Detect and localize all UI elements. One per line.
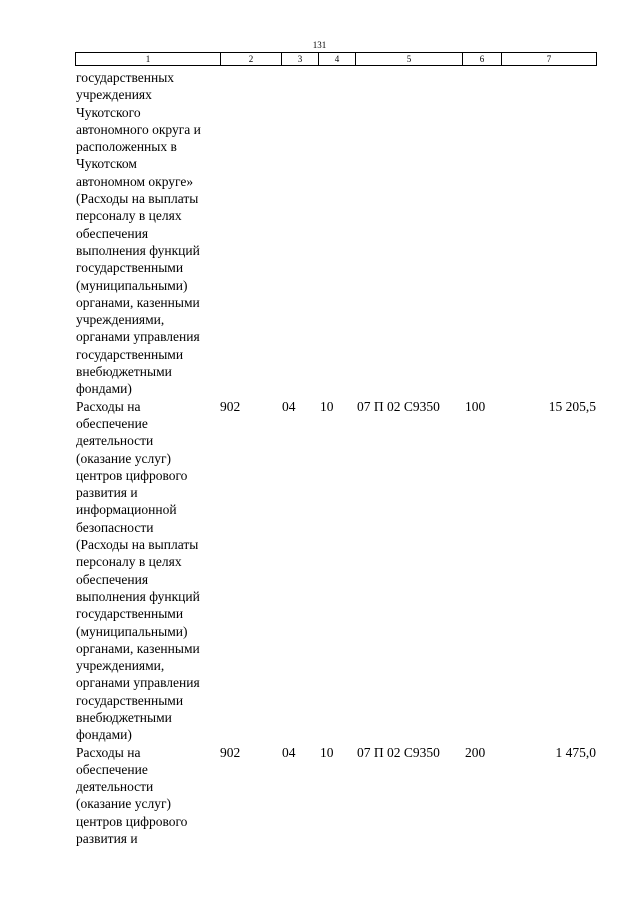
expense-type-code: 100 xyxy=(465,398,486,414)
description-line: учреждениях xyxy=(76,87,152,103)
column-header-2: 2 xyxy=(221,53,282,66)
description-line: учреждениями, xyxy=(76,312,165,328)
ministry-code: 902 xyxy=(220,398,241,414)
column-header-7: 7 xyxy=(502,53,597,66)
column-header-4: 4 xyxy=(319,53,356,66)
description-line: обеспечения xyxy=(76,225,149,241)
table-row xyxy=(0,744,639,848)
description-line: информационной xyxy=(76,502,177,518)
description-line: автономном округе» xyxy=(76,173,194,189)
description-line: органами, казенными xyxy=(76,640,200,656)
description-line: обеспечения xyxy=(76,571,149,587)
description-line: персоналу в целях xyxy=(76,208,182,224)
header-row xyxy=(76,53,597,66)
description-line: (Расходы на выплаты xyxy=(76,191,199,207)
column-header-6: 6 xyxy=(463,53,502,66)
description-line: государственными xyxy=(76,692,184,708)
description-line: органами управления xyxy=(76,329,200,345)
column-header-1: 1 xyxy=(76,53,221,66)
description-line: центров цифрового xyxy=(76,467,188,483)
description-line: обеспечение xyxy=(76,761,148,777)
description-line: внебюджетными xyxy=(76,709,172,725)
row-description xyxy=(76,398,224,744)
row-description xyxy=(76,69,224,398)
description-line: внебюджетными xyxy=(76,364,172,380)
description-line: учреждениями, xyxy=(76,658,165,674)
section-code: 04 xyxy=(282,398,296,414)
description-line: (муниципальными) xyxy=(76,277,188,293)
description-line: развития и xyxy=(76,485,138,501)
description-line: автономного округа и xyxy=(76,121,201,137)
description-line: центров цифрового xyxy=(76,813,188,829)
description-line: выполнения функций xyxy=(76,588,200,604)
row-description xyxy=(76,744,224,848)
description-line: фондами) xyxy=(76,727,132,743)
table-body xyxy=(0,69,639,847)
page-number: 131 xyxy=(312,40,327,50)
expense-type-code: 200 xyxy=(465,744,486,760)
target-article-code: 07 П 02 С9350 xyxy=(357,398,440,414)
description-line: Чукотском xyxy=(76,156,137,172)
description-line: (оказание услуг) xyxy=(76,796,171,812)
description-line: государственными xyxy=(76,260,184,276)
table-row xyxy=(0,69,639,398)
description-line: органами, казенными xyxy=(76,294,200,310)
column-header-5: 5 xyxy=(356,53,463,66)
description-line: (Расходы на выплаты xyxy=(76,537,199,553)
description-line: государственными xyxy=(76,346,184,362)
description-line: деятельности xyxy=(76,433,154,449)
description-line: фондами) xyxy=(76,381,132,397)
subsection-code: 10 xyxy=(320,398,334,414)
description-line: развития и xyxy=(76,831,138,847)
description-line: Расходы на xyxy=(76,398,141,414)
target-article-code: 07 П 02 С9350 xyxy=(357,744,440,760)
amount-value: 1 475,0 xyxy=(555,744,596,760)
description-line: Расходы на xyxy=(76,744,141,760)
section-code: 04 xyxy=(282,744,296,760)
column-number-header xyxy=(75,52,597,66)
description-line: выполнения функций xyxy=(76,242,200,258)
column-header-3: 3 xyxy=(282,53,319,66)
subsection-code: 10 xyxy=(320,744,334,760)
description-line: государственными xyxy=(76,606,184,622)
ministry-code: 902 xyxy=(220,744,241,760)
description-line: Чукотского xyxy=(76,104,141,120)
description-line: расположенных в xyxy=(76,139,177,155)
table-row xyxy=(0,398,639,744)
description-line: органами управления xyxy=(76,675,200,691)
amount-value: 15 205,5 xyxy=(548,398,596,414)
description-line: (оказание услуг) xyxy=(76,450,171,466)
description-line: деятельности xyxy=(76,779,154,795)
description-line: персоналу в целях xyxy=(76,554,182,570)
description-line: безопасности xyxy=(76,519,154,535)
description-line: государственных xyxy=(76,70,175,85)
description-line: обеспечение xyxy=(76,415,148,431)
description-line: (муниципальными) xyxy=(76,623,188,639)
